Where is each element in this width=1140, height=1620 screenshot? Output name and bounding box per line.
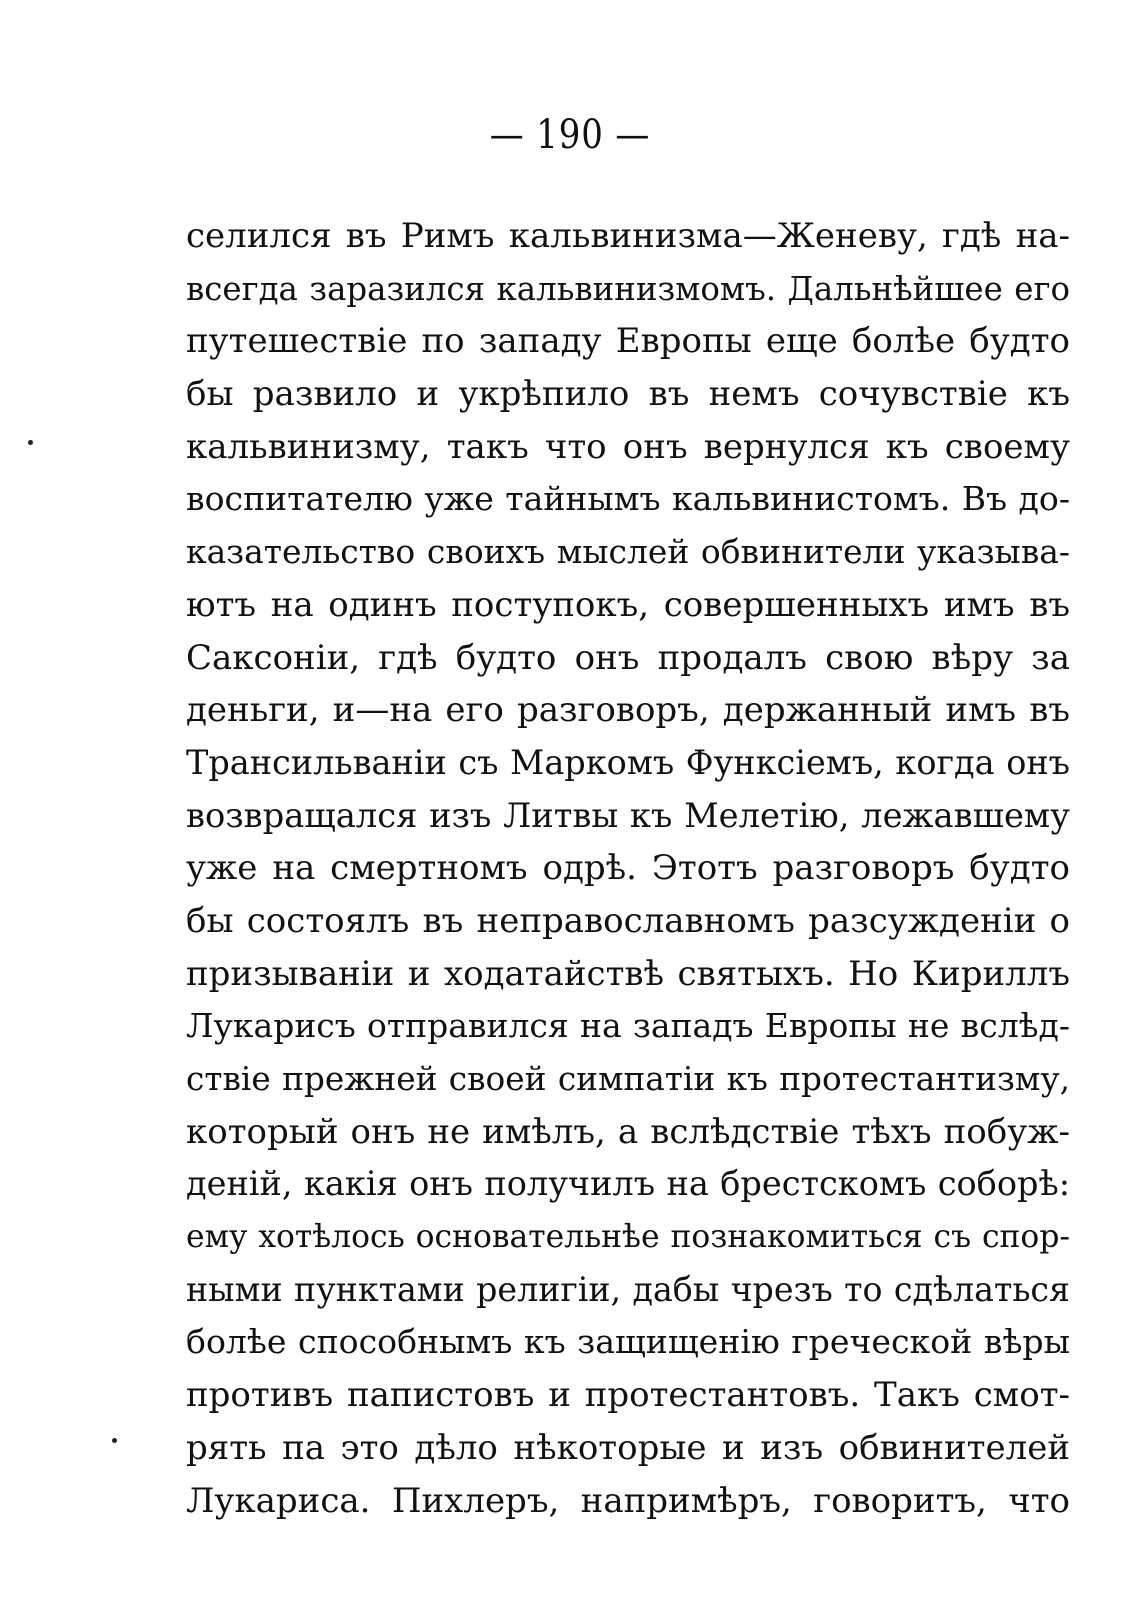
text-line: всегда заразился кальвинизмомъ. Дальнѣйшее его <box>186 269 1070 308</box>
text-line: ютъ на одинъ поступокъ, совершенныхъ имъ въ <box>186 584 1070 625</box>
text-line: рять па это дѣло нѣкоторые и изъ обвинителей <box>186 1427 1070 1468</box>
body-text <box>186 210 1070 1527</box>
text-line: Трансильваніи съ Маркомъ Функсіемъ, когда онъ <box>186 742 1070 782</box>
page-number: — 190 — <box>489 112 651 158</box>
text-line: противъ папистовъ и протестантовъ. Такъ смот- <box>186 1375 1070 1416</box>
text-line: который онъ не имѣлъ, а вслѣдствіе тѣхъ побуж- <box>186 1111 1070 1152</box>
text-line: казательство своихъ мыслей обвинители указыва- <box>186 532 1070 572</box>
text-line: селился въ Римъ кальвинизма—Женеву, гдѣ на- <box>186 216 1070 256</box>
text-line: путешествіе по западу Европы еще болѣе будто <box>186 321 1070 362</box>
text-line: деній, какія онъ получилъ на брестскомъ соборѣ: <box>186 1164 1070 1204</box>
text-line: ему хотѣлось основательнѣе познакомиться съ спор- <box>186 1219 1070 1256</box>
text-line: Лукарисъ отправился на западъ Европы не вслѣд- <box>186 1006 1070 1046</box>
text-line: Лукариса. Пихлеръ, напримѣръ, говоритъ, что <box>186 1480 1070 1521</box>
text-line: возвращался изъ Литвы къ Мелетію, лежавшему <box>186 795 1070 835</box>
text-line: воспитателю уже тайнымъ кальвинистомъ. Въ до- <box>186 479 1070 519</box>
text-line: ными пунктами религіи, дабы чрезъ то сдѣлаться <box>186 1269 1070 1309</box>
text-line: призываніи и ходатайствѣ святыхъ. Но Кириллъ <box>186 953 1070 994</box>
text-line: ствіе прежней своей симпатіи къ протестантизму, <box>186 1060 1070 1098</box>
text-line: болѣе способнымъ къ защищенію греческой вѣры <box>186 1322 1070 1362</box>
text-line: бы состоялъ въ неправославномъ разсужденіи о <box>186 900 1070 941</box>
text-line: Саксоніи, гдѣ будто онъ продалъ свою вѣру за <box>186 637 1070 678</box>
print-speck <box>28 440 33 445</box>
text-line: кальвинизму, такъ что онъ вернулся къ своему <box>186 426 1070 467</box>
text-line: бы развило и укрѣпило въ немъ сочувствіе къ <box>186 374 1070 415</box>
text-line: деньги, и—на его разговоръ, держанный имъ въ <box>186 690 1070 731</box>
text-line: уже на смертномъ одрѣ. Этотъ разговоръ будто <box>186 848 1070 889</box>
print-speck <box>112 1438 117 1443</box>
